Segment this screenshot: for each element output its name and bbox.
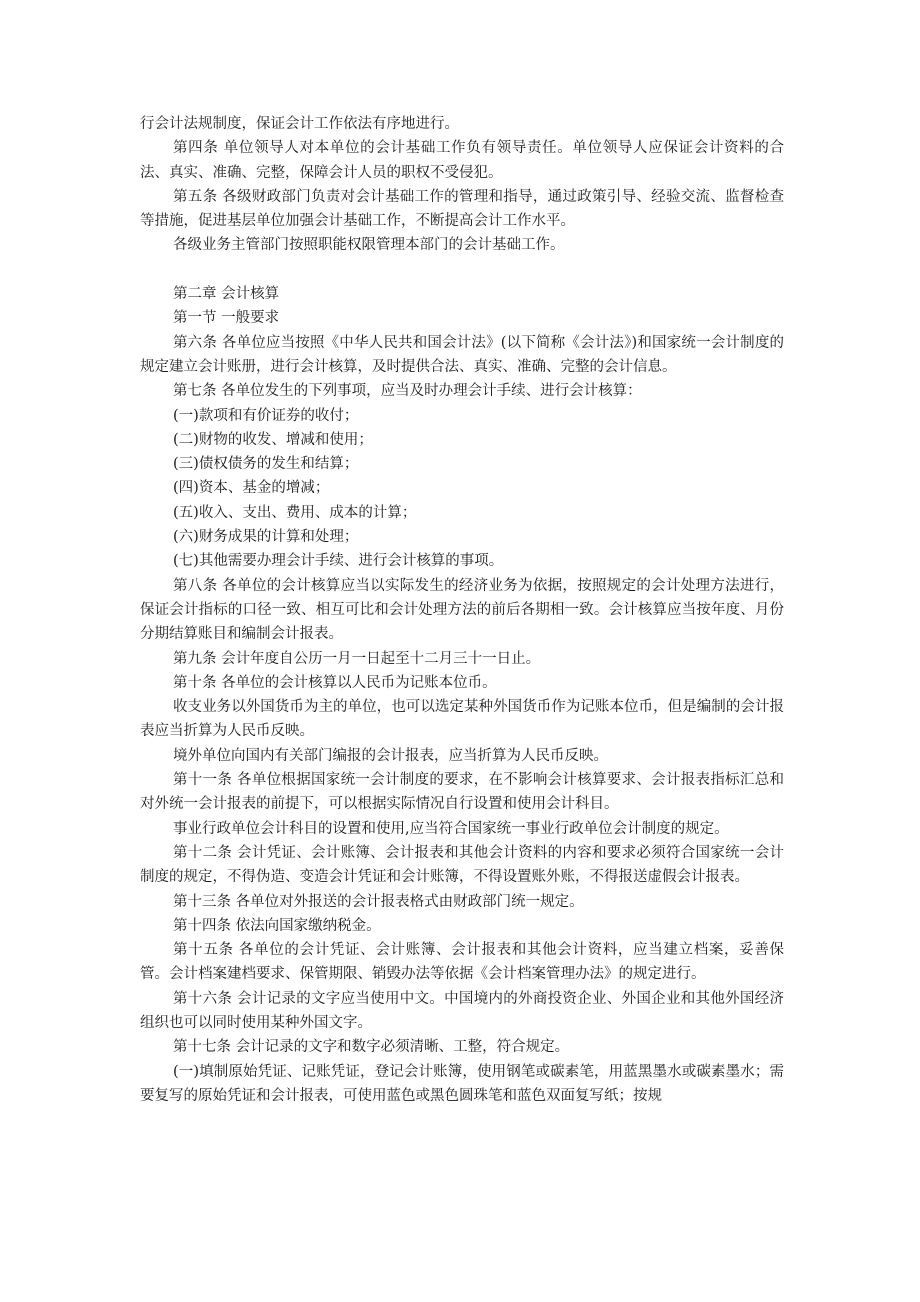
document-body (140, 112, 784, 1108)
paragraph: 收支业务以外国货币为主的单位，也可以选定某种外国货币作为记账本位币，但是编制的会计报表应当折算为人民币反映。 (140, 699, 784, 740)
list-item: (一)款项和有价证券的收付； (173, 407, 359, 424)
list-item: (一)填制原始凭证、记账凭证，登记会计账簿，使用钢笔或碳素笔，用蓝黑墨水或碳素墨水；需要复写的原始凭证和会计报表，可使用蓝色或黑色圆珠笔和蓝色双面复写纸；按规 (140, 1063, 784, 1104)
list-item: (二)财物的收发、增减和使用； (173, 431, 373, 448)
article-5: 第五条 各级财政部门负责对会计基础工作的管理和指导，通过政策引导、经验交流、监督检查等措施，促进基层单位加强会计基础工作，不断提高会计工作水平。 (140, 188, 784, 230)
list-item: (四)资本、基金的增减； (173, 480, 330, 497)
chapter-heading: 第二章 会计核算 (173, 286, 280, 303)
list-item: (三)债权债务的发生和结算； (173, 456, 359, 473)
article-4: 第四条 单位领导人对本单位的会计基础工作负有领导责任。单位领导人应保证会计资料的合法、真实、准确、完整，保障会计人员的职权不受侵犯。 (140, 140, 784, 181)
article-17: 第十七条 会计记录的文字和数字必须清晰、工整，符合规定。 (173, 1039, 570, 1056)
article-7: 第七条 各单位发生的下列事项，应当及时办理会计手续、进行会计核算： (173, 383, 642, 400)
paragraph: 境外单位向国内有关部门编报的会计报表，应当折算为人民币反映。 (173, 747, 608, 764)
paragraph: 行会计法规制度，保证会计工作依法有序地进行。 (140, 116, 459, 132)
article-10: 第十条 各单位的会计核算以人民币为记账本位币。 (173, 674, 497, 691)
list-item: (六)财务成果的计算和处理； (173, 529, 359, 546)
article-16: 第十六条 会计记录的文字应当使用中文。中国境内的外商投资企业、外国企业和其他外国经济组织也可以同时使用某种外国文字。 (140, 990, 784, 1031)
list-item: (七)其他需要办理会计手续、进行会计核算的事项。 (173, 553, 504, 570)
paragraph: 各级业务主管部门按照职能权限管理本部门的会计基础工作。 (173, 237, 565, 254)
section-heading: 第一节 一般要求 (173, 310, 280, 327)
article-11: 第十一条 各单位根据国家统一会计制度的要求，在不影响会计核算要求、会计报表指标汇总和对外统一会计报表的前提下，可以根据实际情况自行设置和使用会计科目。 (140, 772, 784, 813)
list-item: (五)收入、支出、费用、成本的计算； (173, 504, 417, 521)
paragraph: 事业行政单位会计科目的设置和使用,应当符合国家统一事业行政单位会计制度的规定。 (173, 820, 729, 837)
article-6: 第六条 各单位应当按照《中华人民共和国会计法》(以下简称《会计法》)和国家统一会计制度的规定建立会计账册，进行会计核算，及时提供合法、真实、准确、完整的会计信息。 (140, 334, 784, 375)
article-14: 第十四条 依法向国家缴纳税金。 (173, 917, 381, 934)
blank-line (140, 258, 784, 282)
article-13: 第十三条 各单位对外报送的会计报表格式由财政部门统一规定。 (173, 893, 584, 910)
article-12: 第十二条 会计凭证、会计账簿、会计报表和其他会计资料的内容和要求必须符合国家统一会计制度的规定，不得伪造、变造会计凭证和会计账簿，不得设置账外账，不得报送虚假会计报表。 (140, 844, 784, 886)
article-8: 第八条 各单位的会计核算应当以实际发生的经济业务为依据，按照规定的会计处理方法进行，保证会计指标的口径一致、相互可比和会计处理方法的前后各期相一致。会计核算应当按年度、月份分期结算账目和编制会计报表。 (140, 577, 784, 643)
article-15: 第十五条 各单位的会计凭证、会计账簿、会计报表和其他会计资料，应当建立档案，妥善保管。会计档案建档要求、保管期限、销毁办法等依据《会计档案管理办法》的规定进行。 (140, 942, 784, 983)
article-9: 第九条 会计年度自公历一月一日起至十二月三十一日止。 (173, 650, 541, 667)
